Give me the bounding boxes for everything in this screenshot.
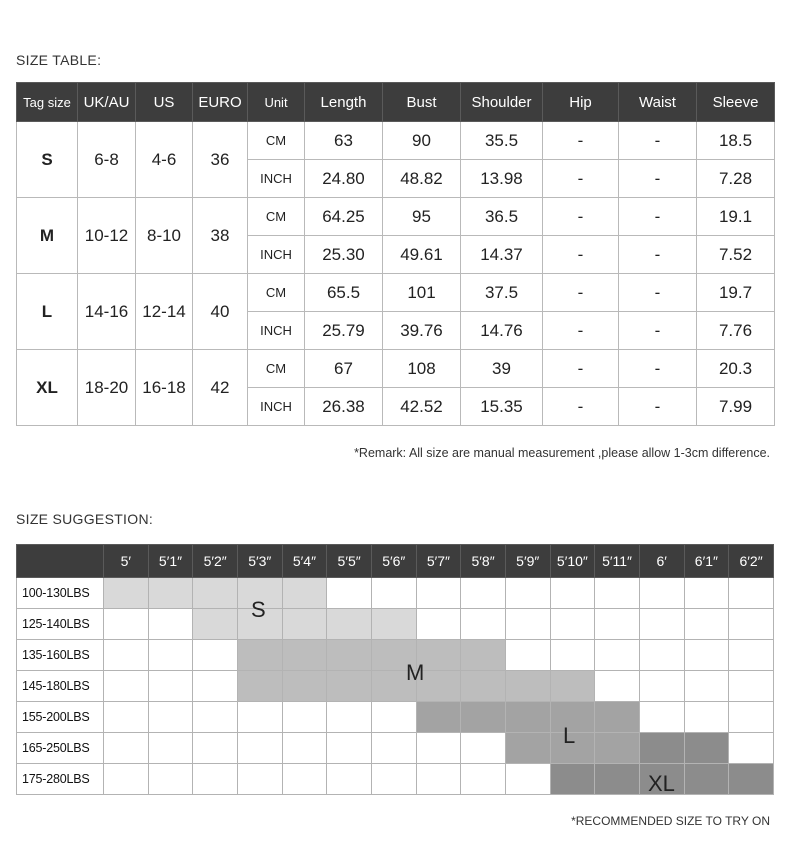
grid-label-xl: XL <box>648 771 675 796</box>
size-cell-l <box>461 702 506 733</box>
shoulder-cell: 39 <box>461 350 543 388</box>
weight-row <box>17 671 774 702</box>
bust-cell: 49.61 <box>383 236 461 274</box>
header-length: Length <box>305 83 383 122</box>
empty-cell <box>282 733 327 764</box>
us-cell: 4-6 <box>136 122 193 198</box>
hip-cell: - <box>543 312 619 350</box>
height-header: 5′11″ <box>595 545 640 578</box>
size-cell-m <box>237 640 282 671</box>
size-cell-l <box>505 733 550 764</box>
size-cell-xl <box>550 764 595 795</box>
weight-row <box>17 702 774 733</box>
hip-cell: - <box>543 122 619 160</box>
empty-cell <box>595 609 640 640</box>
empty-cell <box>371 702 416 733</box>
us-cell: 16-18 <box>136 350 193 426</box>
header-uk-au: UK/AU <box>78 83 136 122</box>
shoulder-cell: 14.76 <box>461 312 543 350</box>
size-cell-xl <box>595 764 640 795</box>
length-cell: 24.80 <box>305 160 383 198</box>
hip-cell: - <box>543 236 619 274</box>
height-header: 5′5″ <box>327 545 372 578</box>
sleeve-cell: 7.28 <box>697 160 775 198</box>
height-header: 6′1″ <box>684 545 729 578</box>
empty-cell <box>104 764 149 795</box>
weight-label: 135-160LBS <box>17 640 104 671</box>
grid-label-l: L <box>563 723 576 748</box>
empty-cell <box>282 764 327 795</box>
empty-cell <box>104 702 149 733</box>
empty-cell <box>729 578 774 609</box>
empty-cell <box>148 702 193 733</box>
height-header: 5′1″ <box>148 545 193 578</box>
bust-cell: 48.82 <box>383 160 461 198</box>
sleeve-cell: 20.3 <box>697 350 775 388</box>
empty-cell <box>327 733 372 764</box>
unit-cell: INCH <box>248 236 305 274</box>
height-header: 5′10″ <box>550 545 595 578</box>
empty-cell <box>327 702 372 733</box>
empty-cell <box>729 733 774 764</box>
empty-cell <box>639 640 684 671</box>
size-cell-m <box>461 671 506 702</box>
length-cell: 25.79 <box>305 312 383 350</box>
size-row-cm <box>17 122 775 160</box>
length-cell: 64.25 <box>305 198 383 236</box>
empty-cell <box>550 609 595 640</box>
hip-cell: - <box>543 198 619 236</box>
empty-cell <box>461 609 506 640</box>
us-cell: 8-10 <box>136 198 193 274</box>
empty-cell <box>505 578 550 609</box>
header-tag-size: Tag size <box>17 83 78 122</box>
weight-label: 125-140LBS <box>17 609 104 640</box>
unit-cell: CM <box>248 198 305 236</box>
weight-label: 155-200LBS <box>17 702 104 733</box>
header-hip: Hip <box>543 83 619 122</box>
bust-cell: 42.52 <box>383 388 461 426</box>
empty-cell <box>371 578 416 609</box>
grid-label-m: M <box>406 660 425 685</box>
waist-cell: - <box>619 236 697 274</box>
empty-cell <box>461 578 506 609</box>
shoulder-cell: 15.35 <box>461 388 543 426</box>
size-cell-l <box>416 702 461 733</box>
header-unit: Unit <box>248 83 305 122</box>
empty-cell <box>505 640 550 671</box>
uk-au-cell: 10-12 <box>78 198 136 274</box>
unit-cell: CM <box>248 122 305 160</box>
empty-cell <box>550 578 595 609</box>
header-shoulder: Shoulder <box>461 83 543 122</box>
sleeve-cell: 19.7 <box>697 274 775 312</box>
height-header: 5′6″ <box>371 545 416 578</box>
size-cell-xl <box>729 764 774 795</box>
size-cell-s <box>327 609 372 640</box>
waist-cell: - <box>619 312 697 350</box>
size-cell-m <box>237 671 282 702</box>
empty-cell <box>416 764 461 795</box>
unit-cell: INCH <box>248 160 305 198</box>
height-header: 5′8″ <box>461 545 506 578</box>
size-table-header-row <box>17 83 775 122</box>
empty-cell <box>148 640 193 671</box>
size-cell-s <box>371 609 416 640</box>
length-cell: 25.30 <box>305 236 383 274</box>
sleeve-cell: 7.52 <box>697 236 775 274</box>
weight-label: 100-130LBS <box>17 578 104 609</box>
height-header-row <box>17 545 774 578</box>
size-cell-xl <box>684 764 729 795</box>
bust-cell: 39.76 <box>383 312 461 350</box>
shoulder-cell: 14.37 <box>461 236 543 274</box>
empty-cell <box>729 671 774 702</box>
weight-row <box>17 609 774 640</box>
euro-cell: 38 <box>193 198 248 274</box>
empty-cell <box>684 578 729 609</box>
empty-cell <box>639 578 684 609</box>
size-cell-s <box>193 609 238 640</box>
uk-au-cell: 6-8 <box>78 122 136 198</box>
size-cell-xl <box>684 733 729 764</box>
bust-cell: 108 <box>383 350 461 388</box>
empty-cell <box>193 764 238 795</box>
size-suggestion-title: SIZE SUGGESTION: <box>16 511 154 527</box>
empty-cell <box>104 733 149 764</box>
size-cell-l <box>595 702 640 733</box>
size-cell-l <box>505 702 550 733</box>
uk-au-cell: 18-20 <box>78 350 136 426</box>
size-table-body <box>17 122 775 426</box>
euro-cell: 40 <box>193 274 248 350</box>
empty-cell <box>237 764 282 795</box>
empty-cell <box>595 671 640 702</box>
empty-cell <box>639 702 684 733</box>
tag-size-cell: M <box>17 198 78 274</box>
empty-cell <box>148 764 193 795</box>
empty-cell <box>550 640 595 671</box>
empty-cell <box>371 733 416 764</box>
size-cell-m <box>282 640 327 671</box>
size-suggestion-grid <box>16 544 774 795</box>
bust-cell: 90 <box>383 122 461 160</box>
header-sleeve: Sleeve <box>697 83 775 122</box>
size-row-cm <box>17 350 775 388</box>
height-header: 5′7″ <box>416 545 461 578</box>
size-cell-m <box>282 671 327 702</box>
shoulder-cell: 37.5 <box>461 274 543 312</box>
weight-label: 165-250LBS <box>17 733 104 764</box>
length-cell: 63 <box>305 122 383 160</box>
hip-cell: - <box>543 160 619 198</box>
bust-cell: 95 <box>383 198 461 236</box>
uk-au-cell: 14-16 <box>78 274 136 350</box>
euro-cell: 42 <box>193 350 248 426</box>
empty-cell <box>193 702 238 733</box>
size-cell-m <box>327 640 372 671</box>
height-header: 5′ <box>104 545 149 578</box>
header-us: US <box>136 83 193 122</box>
empty-cell <box>104 671 149 702</box>
waist-cell: - <box>619 160 697 198</box>
empty-cell <box>148 609 193 640</box>
header-waist: Waist <box>619 83 697 122</box>
waist-cell: - <box>619 274 697 312</box>
empty-cell <box>148 671 193 702</box>
empty-cell <box>461 733 506 764</box>
empty-cell <box>505 764 550 795</box>
hip-cell: - <box>543 274 619 312</box>
height-header: 6′ <box>639 545 684 578</box>
tag-size-cell: S <box>17 122 78 198</box>
empty-cell <box>237 733 282 764</box>
height-header: 5′3″ <box>237 545 282 578</box>
size-cell-s <box>282 609 327 640</box>
unit-cell: CM <box>248 274 305 312</box>
us-cell: 12-14 <box>136 274 193 350</box>
empty-cell <box>327 764 372 795</box>
size-suggestion-body <box>17 578 774 795</box>
height-header: 5′4″ <box>282 545 327 578</box>
length-cell: 65.5 <box>305 274 383 312</box>
size-cell-m <box>550 671 595 702</box>
grid-label-s: S <box>251 597 266 622</box>
size-cell-xl <box>639 733 684 764</box>
sleeve-cell: 7.99 <box>697 388 775 426</box>
empty-cell <box>327 578 372 609</box>
waist-cell: - <box>619 350 697 388</box>
bust-cell: 101 <box>383 274 461 312</box>
length-cell: 67 <box>305 350 383 388</box>
empty-cell <box>729 640 774 671</box>
empty-cell <box>148 733 193 764</box>
measurement-remark: *Remark: All size are manual measurement ,please allow 1-3cm difference. <box>354 446 770 460</box>
empty-cell <box>639 609 684 640</box>
hip-cell: - <box>543 350 619 388</box>
header-euro: EURO <box>193 83 248 122</box>
empty-cell <box>416 578 461 609</box>
empty-cell <box>416 733 461 764</box>
size-cell-s <box>193 578 238 609</box>
shoulder-cell: 35.5 <box>461 122 543 160</box>
empty-cell <box>684 671 729 702</box>
unit-cell: INCH <box>248 312 305 350</box>
empty-cell <box>729 609 774 640</box>
empty-cell <box>282 702 327 733</box>
empty-cell <box>416 609 461 640</box>
euro-cell: 36 <box>193 122 248 198</box>
empty-cell <box>193 640 238 671</box>
empty-cell <box>684 640 729 671</box>
sleeve-cell: 7.76 <box>697 312 775 350</box>
sleeve-cell: 19.1 <box>697 198 775 236</box>
size-row-cm <box>17 198 775 236</box>
empty-cell <box>461 764 506 795</box>
empty-cell <box>595 578 640 609</box>
empty-cell <box>505 609 550 640</box>
size-row-cm <box>17 274 775 312</box>
empty-cell <box>684 609 729 640</box>
size-cell-m <box>327 671 372 702</box>
empty-cell <box>639 671 684 702</box>
size-table-title: SIZE TABLE: <box>16 52 102 68</box>
empty-cell <box>729 702 774 733</box>
weight-label: 145-180LBS <box>17 671 104 702</box>
size-table <box>16 82 775 426</box>
weight-row <box>17 578 774 609</box>
unit-cell: INCH <box>248 388 305 426</box>
hip-cell: - <box>543 388 619 426</box>
tag-size-cell: XL <box>17 350 78 426</box>
empty-cell <box>193 733 238 764</box>
waist-cell: - <box>619 122 697 160</box>
size-cell-s <box>282 578 327 609</box>
empty-cell <box>237 702 282 733</box>
shoulder-cell: 36.5 <box>461 198 543 236</box>
height-header: 5′2″ <box>193 545 238 578</box>
empty-cell <box>684 702 729 733</box>
waist-cell: - <box>619 388 697 426</box>
height-header: 6′2″ <box>729 545 774 578</box>
empty-cell <box>104 640 149 671</box>
size-cell-m <box>461 640 506 671</box>
unit-cell: CM <box>248 350 305 388</box>
size-cell-l <box>595 733 640 764</box>
empty-cell <box>193 671 238 702</box>
size-cell-s <box>104 578 149 609</box>
waist-cell: - <box>619 198 697 236</box>
length-cell: 26.38 <box>305 388 383 426</box>
size-cell-m <box>505 671 550 702</box>
sleeve-cell: 18.5 <box>697 122 775 160</box>
height-header: 5′9″ <box>505 545 550 578</box>
grid-corner-cell <box>17 545 104 578</box>
header-bust: Bust <box>383 83 461 122</box>
weight-row <box>17 640 774 671</box>
weight-row <box>17 733 774 764</box>
recommended-note: *RECOMMENDED SIZE TO TRY ON <box>571 814 770 828</box>
weight-label: 175-280LBS <box>17 764 104 795</box>
empty-cell <box>595 640 640 671</box>
empty-cell <box>104 609 149 640</box>
size-cell-s <box>148 578 193 609</box>
empty-cell <box>371 764 416 795</box>
tag-size-cell: L <box>17 274 78 350</box>
shoulder-cell: 13.98 <box>461 160 543 198</box>
